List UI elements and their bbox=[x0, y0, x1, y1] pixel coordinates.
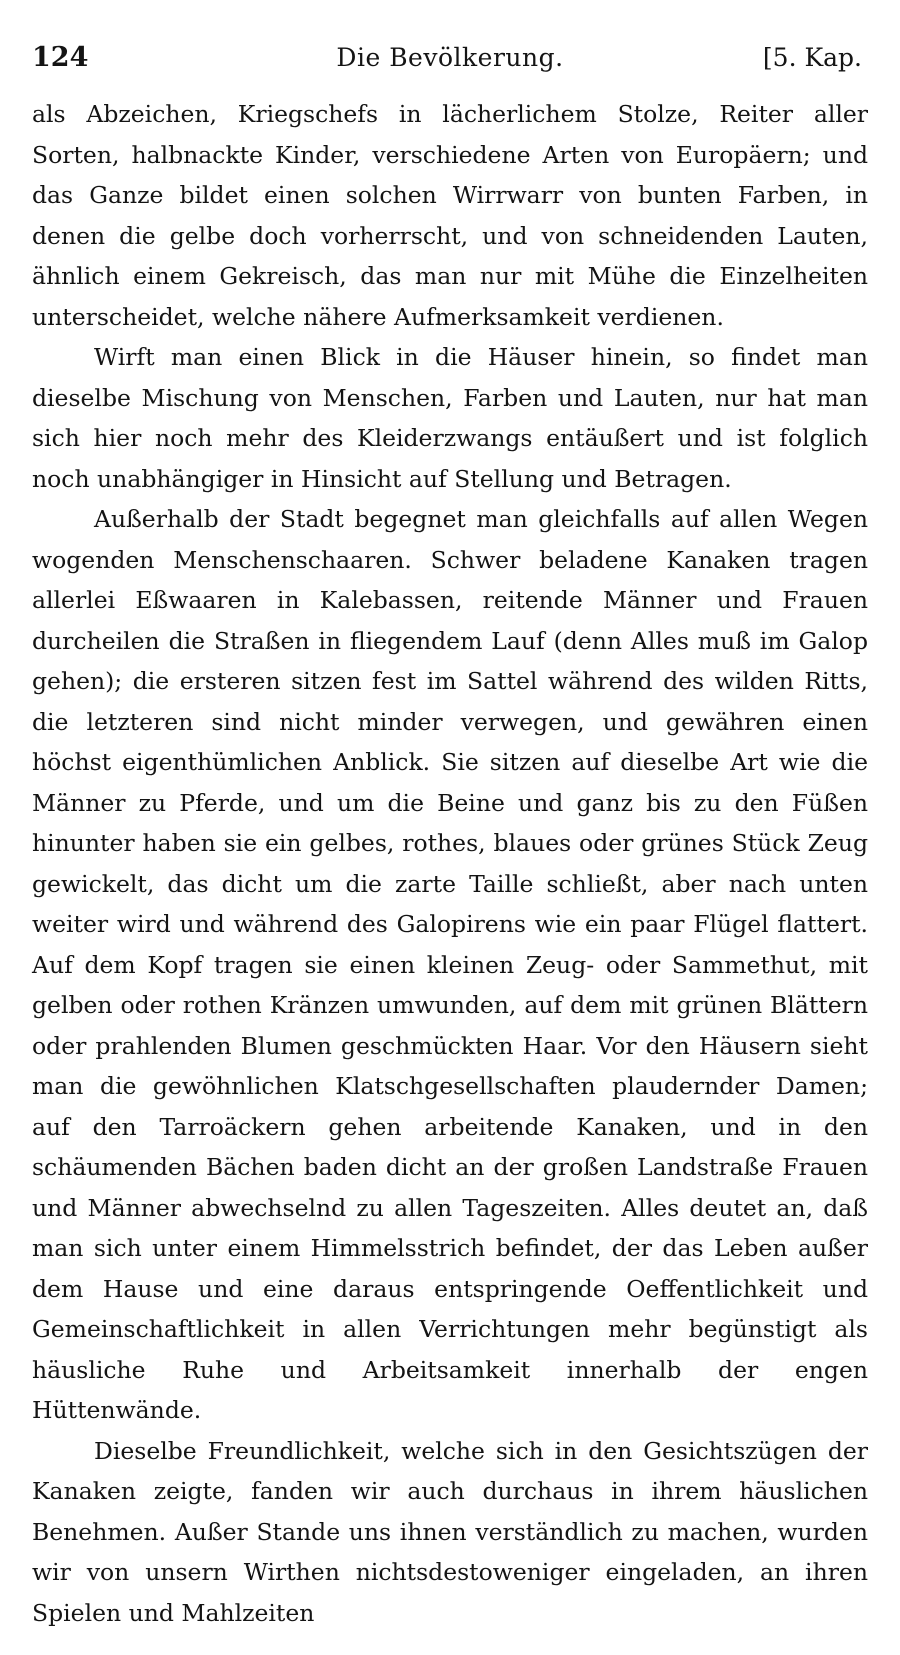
running-title: Die Bevölkerung. bbox=[336, 43, 564, 72]
chapter-reference: [5. Kap. bbox=[762, 43, 862, 72]
page-number: 124 bbox=[32, 42, 89, 73]
body-text bbox=[32, 94, 868, 1633]
book-page bbox=[32, 40, 868, 1627]
paragraph-4: Dieselbe Freundlichkeit, welche sich in den Gesichtszügen der Kanaken zeigte, fanden wir auch durchaus in ihrem häuslichen Benehmen. Außer Stande uns ihnen verständlich zu machen, wurden wir von unsern Wirthen nichtsdestoweniger eingeladen, an ihren Spielen und Mahlzeiten bbox=[32, 1436, 868, 1627]
paragraph-1: als Abzeichen, Kriegschefs in lächerlichem Stolze, Reiter aller Sorten, halbnackte Kinder, verschiedene Arten von Europäern; und das Ganze bildet einen solchen Wirrwarr von bunten Farben, in denen die gelbe doch vorherrscht, und von schneidenden Lauten, ähnlich einem Gekreisch, das man nur mit Mühe die Einzelheiten unterscheidet, welche nähere Aufmerksamkeit verdienen. bbox=[32, 100, 868, 331]
paragraph-2: Wirft man einen Blick in die Häuser hinein, so findet man dieselbe Mischung von Menschen, Farben und Lauten, nur hat man sich hier noch mehr des Kleiderzwangs entäußert und ist folglich noch unabhängiger in Hinsicht auf Stellung und Betragen. bbox=[32, 343, 868, 493]
paragraph-3: Außerhalb der Stadt begegnet man gleichfalls auf allen Wegen wogenden Menschenschaaren. Schwer beladene Kanaken tragen allerlei Eßwaaren in Kalebassen, reitende Männer und Frauen durcheilen die Straßen in fliegendem Lauf (denn Alles muß im Galop gehen); die ersteren sitzen fest im Sattel während des wilden Ritts, die letzteren sind nicht minder verwegen, und gewähren einen höchst eigenthümlichen Anblick. Sie sitzen auf dieselbe Art wie die Männer zu Pferde, und um die Beine und ganz bis zu den Füßen hinunter haben sie ein gelbes, rothes, blaues oder grünes Stück Zeug gewickelt, das dicht um die zarte Taille schließt, aber nach unten weiter wird und während des Galopirens wie ein paar Flügel flattert. Auf dem Kopf tragen sie einen kleinen Zeug- oder Sammethut, mit gelben oder rothen Kränzen umwunden, auf dem mit grünen Blättern oder prahlenden Blumen geschmückten Haar. Vor den Häusern sieht man die gewöhnlichen Klatschgesellschaften plaudernder Damen; auf den Tarroäckern gehen arbeitende Kanaken, und in den schäumenden Bächen baden dicht an der großen Landstraße Frauen und Männer abwechselnd zu allen Tageszeiten. Alles deutet an, daß man sich unter einem Himmelsstrich befindet, der das Leben außer dem Hause und eine daraus entspringende Oeffentlichkeit und Gemeinschaftlichkeit in allen Verrichtungen mehr begünstigt als häusliche Ruhe und Arbeitsamkeit innerhalb der engen Hüttenwände. bbox=[32, 505, 868, 1424]
page-header bbox=[32, 40, 868, 76]
